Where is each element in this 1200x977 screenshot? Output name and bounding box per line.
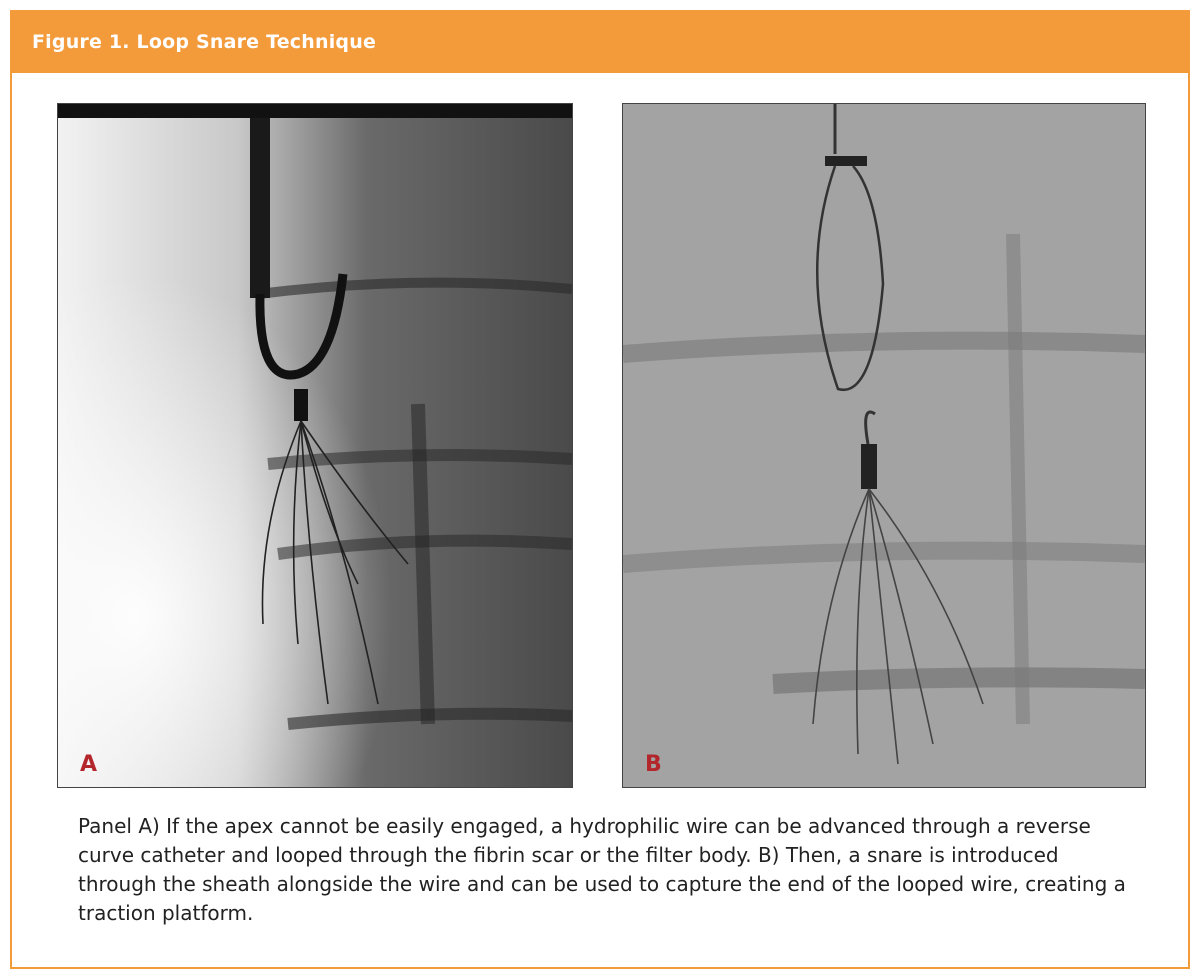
figure-frame (10, 10, 1190, 969)
fluoroscopy-image-a (58, 104, 572, 787)
panel-a-image (57, 103, 573, 788)
panel-b-image (622, 103, 1146, 788)
panel-b-label: B (645, 752, 662, 777)
panel-a-label: A (80, 752, 98, 777)
figure-title: Figure 1. Loop Snare Technique (32, 31, 377, 53)
figure-caption: Panel A) If the apex cannot be easily engaged, a hydrophilic wire can be advanced through a reverse curve catheter and looped through the fibrin scar or the filter body. B) Then, a snare is introduced through the sheath alongside the wire and can be used to capture the end of the looped wire, creating a traction platform. (78, 814, 1126, 925)
figure-header (12, 12, 1188, 73)
fluoroscopy-image-b (623, 104, 1145, 787)
